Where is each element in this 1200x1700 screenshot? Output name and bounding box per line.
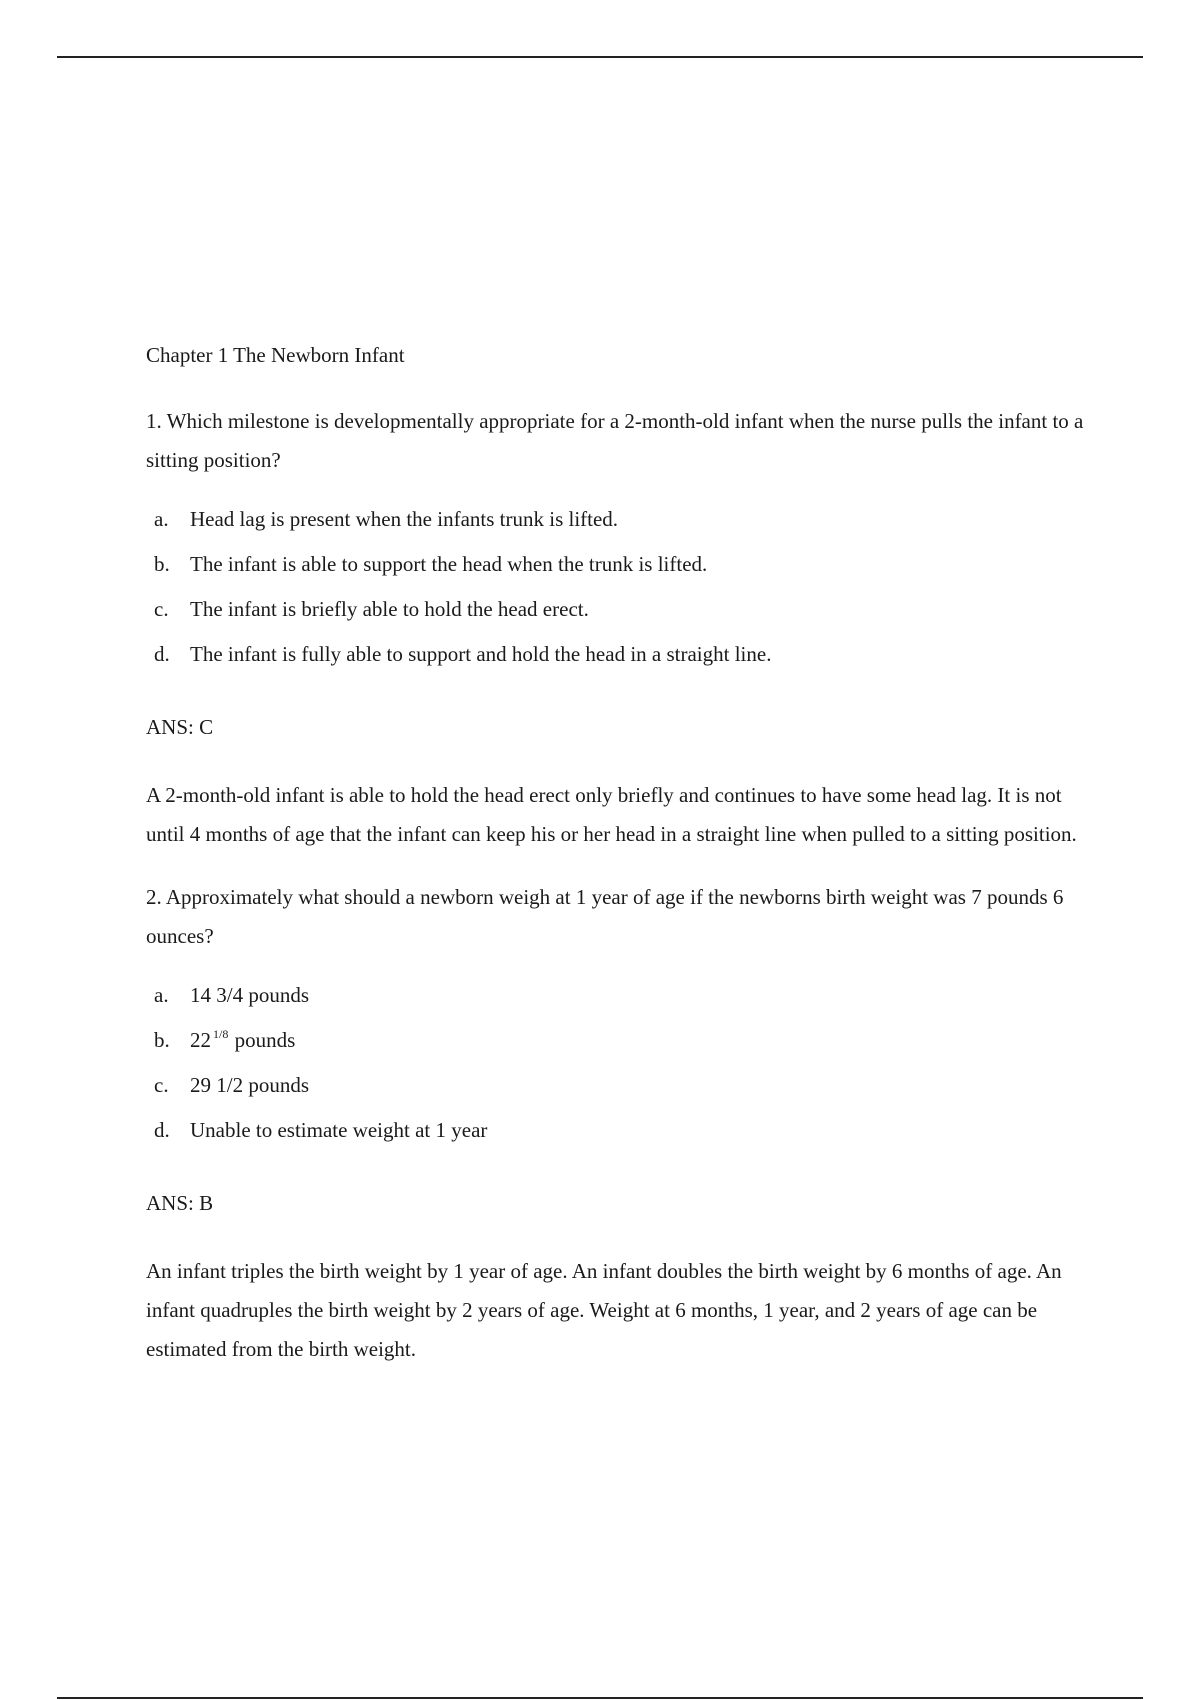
option-item [146,1108,1096,1153]
chapter-title: Chapter 1 The Newborn Infant [146,343,405,367]
option-text: The infant is briefly able to hold the head erect. [190,597,589,621]
answer-key: ANS: B [146,1191,214,1215]
option-number: 22 [190,1028,211,1052]
option-text: Unable to estimate weight at 1 year [190,1118,488,1142]
option-text: The infant is able to support the head when the trunk is lifted. [190,552,708,576]
option-item [146,1063,1096,1108]
option-letter: b. [154,552,170,576]
option-text [190,1028,295,1052]
option-letter: a. [154,507,169,531]
option-letter: b. [154,1028,170,1052]
answer-options [146,973,1096,1153]
option-item [146,542,1096,587]
document-body [146,336,1096,1393]
option-letter: d. [154,642,170,666]
rationale-text: A 2-month-old infant is able to hold the head erect only briefly and continues to have some head lag. It is not until 4 months of age that the infant can keep his or her head in a straight line when pulled to a sitting position. [146,783,1077,846]
option-item [146,973,1096,1018]
fraction-superscript: 1/8 [213,1027,229,1041]
option-item [146,632,1096,677]
option-letter: a. [154,983,169,1007]
option-text: Head lag is present when the infants trunk is lifted. [190,507,619,531]
bottom-rule [57,1697,1143,1699]
question-stem: 2. Approximately what should a newborn weigh at 1 year of age if the newborns birth weight was 7 pounds 6 ounces? [146,885,1064,948]
option-letter: c. [154,1073,169,1097]
option-unit: pounds [234,1028,296,1052]
option-item [146,497,1096,542]
option-letter: d. [154,1118,170,1142]
option-item [146,1018,1096,1063]
option-item [146,587,1096,632]
option-text: 29 1/2 pounds [190,1073,310,1097]
answer-options [146,497,1096,677]
option-text: The infant is fully able to support and hold the head in a straight line. [190,642,772,666]
answer-key: ANS: C [146,715,214,739]
option-text: 14 3/4 pounds [190,983,310,1007]
question-stem: 1. Which milestone is developmentally appropriate for a 2-month-old infant when the nurse pulls the infant to a sitting position? [146,409,1084,472]
rationale-text: An infant triples the birth weight by 1 year of age. An infant doubles the birth weight by 6 months of age. An infant quadruples the birth weight by 2 years of age. Weight at 6 months, 1 year, and 2 years of age can be estimated from the birth weight. [146,1259,1062,1361]
option-letter: c. [154,597,169,621]
top-rule [57,56,1143,58]
